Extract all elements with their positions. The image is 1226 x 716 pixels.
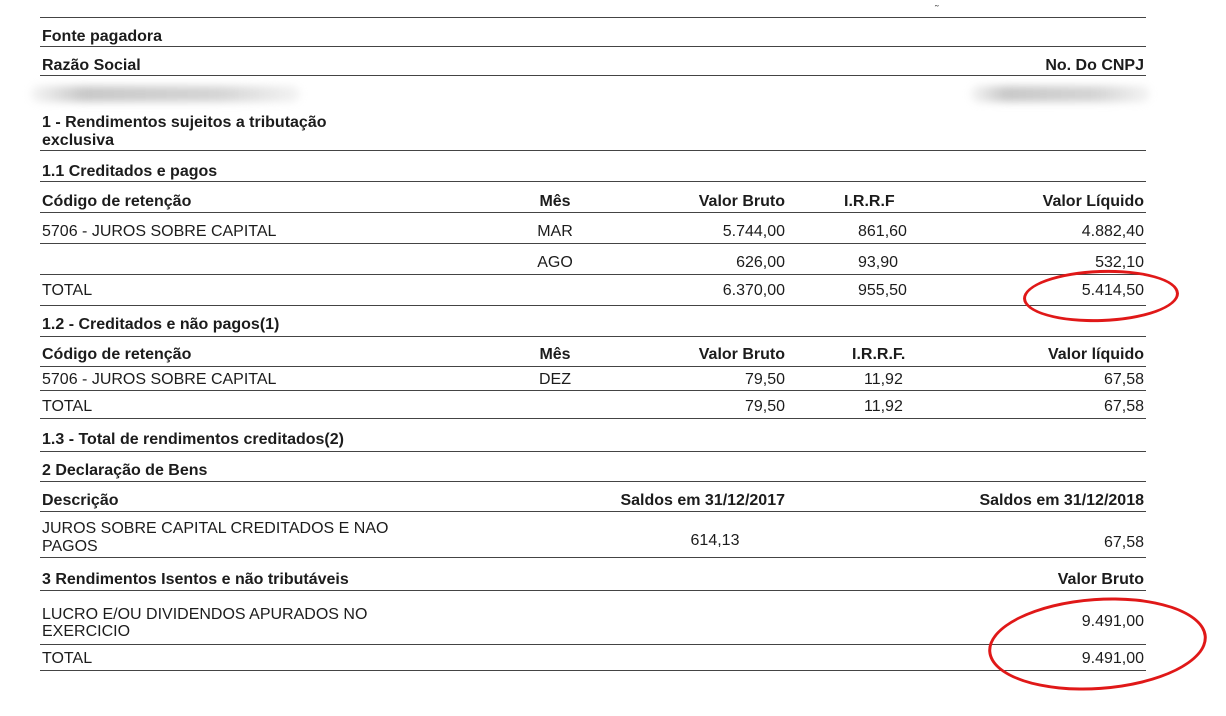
top-mark: ˜	[935, 4, 939, 16]
col-valor-bruto: Valor Bruto	[1057, 571, 1144, 588]
col-mes: Mês	[539, 193, 571, 210]
razao-social-header-row	[40, 48, 1146, 76]
total-valor-bruto: 79,50	[744, 398, 785, 415]
section11-total-row	[40, 276, 1146, 306]
section2-title: 2 Declaração de Bens	[42, 462, 208, 479]
col-irrf: I.R.R.F.	[852, 346, 906, 363]
total-irrf: 11,92	[864, 398, 903, 415]
isentos-desc-line2: EXERCICIO	[42, 623, 131, 640]
cell-valor-bruto: 626,00	[736, 254, 785, 271]
section3-title-row	[40, 559, 1146, 591]
section2-header-row	[40, 483, 1146, 512]
cell-irrf: 861,60	[858, 223, 907, 240]
section13-title: 1.3 - Total de rendimentos creditados(2)	[42, 431, 344, 448]
table-row	[40, 214, 1146, 244]
cell-mes: AGO	[537, 254, 573, 271]
section2-title-row	[40, 453, 1146, 482]
section1-title-line2: exclusiva	[42, 132, 115, 149]
cnpj-label: No. Do CNPJ	[1045, 57, 1144, 74]
fonte-pagadora-label: Fonte pagadora	[42, 28, 163, 45]
bens-desc-line1: JUROS SOBRE CAPITAL CREDITADOS E NAO	[42, 520, 389, 537]
cell-valor-liquido: 4.882,40	[1081, 223, 1144, 240]
table-row	[40, 245, 1146, 275]
total-valor: 9.491,00	[1081, 650, 1144, 667]
section11-title-row	[40, 152, 1146, 182]
section13-title-row	[40, 420, 1146, 452]
total-irrf: 955,50	[858, 282, 907, 299]
isentos-desc-line1: LUCRO E/OU DIVIDENDOS APURADOS NO	[42, 606, 368, 623]
redacted-cnpj	[970, 86, 1150, 102]
cell-valor-liquido: 67,58	[1103, 371, 1144, 388]
section12-total-row	[40, 392, 1146, 419]
col-irrf: I.R.R.F	[844, 193, 895, 210]
col-valor-bruto: Valor Bruto	[698, 346, 785, 363]
section3-total-row	[40, 646, 1146, 671]
fonte-pagadora-row	[40, 19, 1146, 47]
total-valor-liquido: 5.414,50	[1081, 282, 1144, 299]
isentos-valor: 9.491,00	[1081, 613, 1144, 630]
top-rule	[40, 17, 1146, 18]
bens-desc-line2: PAGOS	[42, 538, 98, 555]
col-codigo-retencao: Código de retenção	[42, 193, 192, 210]
bens-saldo-2017: 614,13	[690, 532, 740, 549]
razao-social-label: Razão Social	[42, 57, 141, 74]
cell-valor-liquido: 532,10	[1095, 254, 1144, 271]
col-saldo-2017: Saldos em 31/12/2017	[620, 492, 785, 509]
cell-valor-bruto: 79,50	[744, 371, 785, 388]
total-label: TOTAL	[42, 282, 93, 299]
col-valor-liquido: Valor líquido	[1047, 346, 1144, 363]
total-valor-bruto: 6.370,00	[722, 282, 785, 299]
section3-title: 3 Rendimentos Isentos e não tributáveis	[42, 571, 349, 588]
income-report-document	[40, 0, 1146, 716]
col-descricao: Descrição	[42, 492, 119, 509]
total-label: TOTAL	[42, 650, 93, 667]
cell-valor-bruto: 5.744,00	[722, 223, 785, 240]
col-valor-liquido: Valor Líquido	[1042, 193, 1144, 210]
cell-mes: DEZ	[539, 371, 571, 388]
cell-codigo: 5706 - JUROS SOBRE CAPITAL	[42, 371, 277, 388]
section12-title-row	[40, 307, 1146, 337]
table-row	[40, 513, 1146, 558]
cell-irrf: 93,90	[858, 254, 899, 271]
section12-header-row	[40, 338, 1146, 367]
redacted-company-name	[30, 86, 300, 102]
bens-saldo-2018: 67,58	[1103, 534, 1144, 551]
col-valor-bruto: Valor Bruto	[698, 193, 785, 210]
total-label: TOTAL	[42, 398, 93, 415]
redacted-payer-row	[40, 77, 1146, 106]
table-row	[40, 592, 1146, 645]
section11-title: 1.1 Creditados e pagos	[42, 163, 218, 180]
cell-irrf: 11,92	[864, 371, 903, 388]
col-saldo-2018: Saldos em 31/12/2018	[979, 492, 1144, 509]
section1-title-row	[40, 106, 1146, 151]
cell-codigo: 5706 - JUROS SOBRE CAPITAL	[42, 223, 277, 240]
col-mes: Mês	[539, 346, 571, 363]
section11-header-row	[40, 183, 1146, 213]
total-valor-liquido: 67,58	[1103, 398, 1144, 415]
section1-title-line1: 1 - Rendimentos sujeitos a tributação	[42, 114, 327, 131]
col-codigo-retencao: Código de retenção	[42, 346, 192, 363]
table-row	[40, 368, 1146, 391]
cell-mes: MAR	[537, 223, 573, 240]
section12-title: 1.2 - Creditados e não pagos(1)	[42, 316, 280, 333]
